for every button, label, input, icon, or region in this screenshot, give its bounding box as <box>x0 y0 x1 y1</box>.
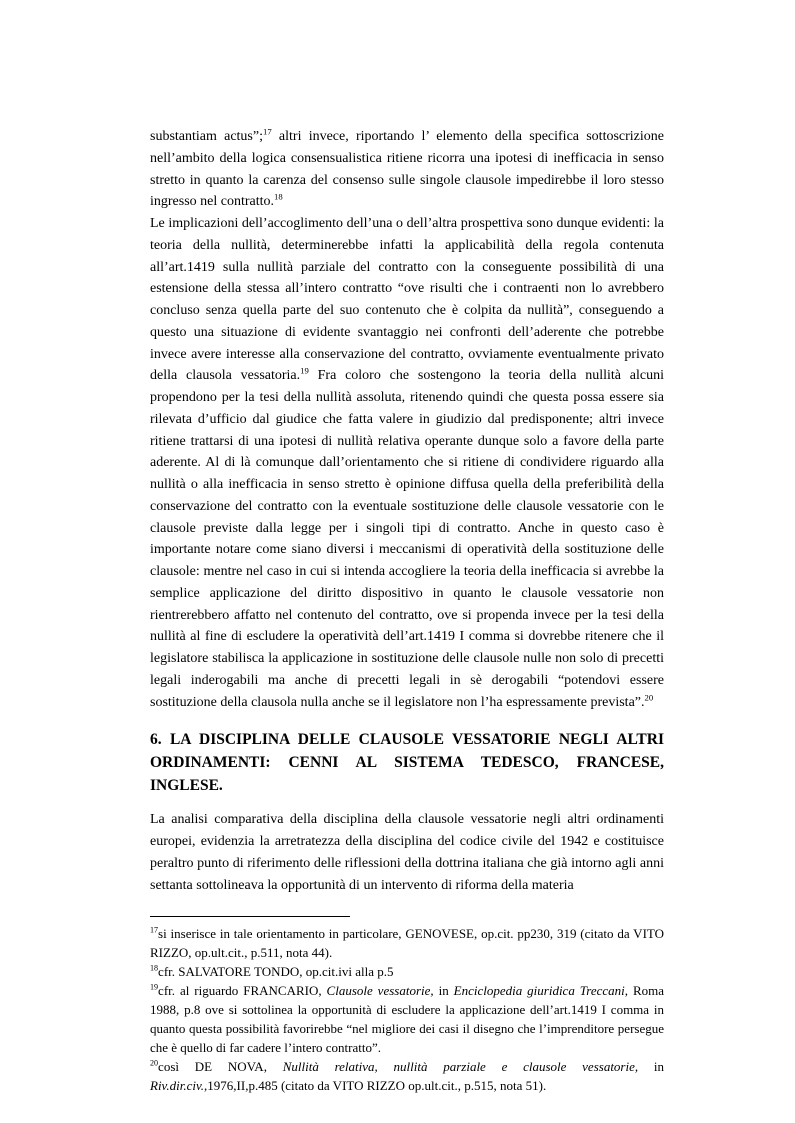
footnote-ref: 17 <box>263 126 272 137</box>
section-heading-line-2: ORDINAMENTI: CENNI AL SISTEMA TEDESCO, FRANCESE, <box>150 754 664 772</box>
footnote-17 <box>150 924 664 962</box>
footnote-ref: 20 <box>150 1058 159 1068</box>
text-run: ,1976,II,p.485 (citato da VITO RIZZO op.ult.cit., p.515, nota 51). <box>204 1078 547 1094</box>
footnote-ref: 19 <box>300 365 309 376</box>
footnote-20 <box>150 1057 664 1095</box>
text-run-italic: Riv.dir.civ. <box>150 1078 205 1094</box>
paragraph-3 <box>150 809 664 896</box>
section-heading <box>150 728 664 797</box>
body-text <box>150 126 664 896</box>
text-run: Fra coloro che sostengono la teoria della nullità alcuni propendono per la tesi della nullità assoluta, ritenendo quindi che questa possa essere sia rilevata d’ufficio dal giudice che fatta valere in giudizio dal predisponente; altri invece ritiene trattarsi di una ipotesi di nullità relativa operante dunque solo a favore della parte aderente. Al di là comunque dall’orientamento che si ritiene di condividere riguardo alla nullità o alla inefficacia in senso stretto è opinione diffusa quella della preferibilità della conservazione del contratto con la eventuale sostituzione delle clausole vessatorie con le clausole previste dalla legge per i singoli tipi di contratto. Anche in questo caso è importante notare come siano diversi i meccanismi di operatività della sostituzione delle clausole: mentre nel caso in cui si intenda accogliere la teoria della inefficacia si avrebbe la semplice applicazione del diritto dispositivo in quanto le clausole vessatorie non rientrerebbero affatto nel contenuto del contratto, ove si propenda invece per la tesi della nullità al fine di escludere la operatività dell’art.1419 I comma si dovrebbe ritenere che il legislatore stabilisca la applicazione in sostituzione delle clausole nulle non solo di precetti legali inderogabili ma anche di precetti legali in sè derogabili “potendovi essere sostituzione della clausola nulla anche se il legislatore non l’ha espressamente prevista”. <box>150 368 665 710</box>
text-run: substantiam actus”; <box>150 129 263 144</box>
text-run: La analisi comparativa della disciplina della clausole vessatorie negli altri ordinamenti europei, evidenzia la arretratezza della disciplina del codice civile del 1942 e costituisce peraltro punto di riferimento delle riflessioni della dottrina italiana che già intorno agli anni settanta sottolineava la opportunità di un intervento di riforma della materia <box>150 812 664 893</box>
footnote-ref: 18 <box>274 191 283 202</box>
text-run: in <box>433 983 454 999</box>
footnotes-section <box>150 916 664 1095</box>
footnote-ref: 20 <box>644 691 654 702</box>
text-run: si inserisce in tale orientamento in particolare, GENOVESE, op.cit. pp230, 319 (citato da VITO RIZZO, op.ult.cit., p.511, nota 44). <box>150 926 664 961</box>
text-run: in <box>638 1059 665 1075</box>
section-heading-line-1: 6. LA DISCIPLINA DELLE CLAUSOLE VESSATORIE NEGLI ALTRI <box>150 731 664 749</box>
footnote-18 <box>150 962 664 981</box>
footnote-ref: 17 <box>150 925 159 935</box>
text-run: altri invece, riportando l’ elemento della specifica sottoscrizione nell’ambito della logica consensualistica ritiene ricorra una ipotesi di inefficacia in senso stretto in quanto la carenza del consenso sulle singole clausole impedirebbe il loro stesso ingresso nel contratto. <box>150 129 664 210</box>
footnote-separator <box>150 916 350 917</box>
paragraph-1 <box>150 126 664 213</box>
text-run: così DE NOVA, <box>158 1059 283 1075</box>
text-run-italic: Nullità relativa, nullità parziale e clausole vessatorie, <box>282 1059 639 1075</box>
text-run-italic: Clausole vessatorie, <box>326 983 434 999</box>
text-run: Roma 1988, p.8 ove si sottolinea la opportunità di escludere la applicazione dell’art.1419 I comma in quanto questa possibilità favorirebbe “nel migliore dei casi il disegno che l’imprenditore persegue che è quello di far cadere l’intero contratto”. <box>150 983 664 1056</box>
footnote-ref: 18 <box>150 963 159 973</box>
text-run: Le implicazioni dell’accoglimento dell’una o dell’altra prospettiva sono dunque evidenti: la teoria della nullità, determinerebbe infatti la applicabilità della regola contenuta all’art.1419 sulla nullità parziale del contratto con la conseguente possibilità di una estensione della stessa all’intero contratto “ove risulti che i contraenti non lo avrebbero concluso senza quella parte del suo contenuto che è colpita da nullità”, conseguendo a questo una situazione di evidente svantaggio nei confronti dell’aderente che potrebbe invece avere interesse alla conservazione del contratto, ovviamente eventualmente privato della clausola vessatoria. <box>150 216 664 384</box>
text-run: cfr. SALVATORE TONDO, op.cit.ivi alla p.5 <box>158 964 394 980</box>
section-heading-line-3: INGLESE. <box>150 777 223 795</box>
footnote-ref: 19 <box>150 982 159 992</box>
paragraph-2 <box>150 213 664 713</box>
text-run: cfr. al riguardo FRANCARIO, <box>158 983 327 999</box>
footnote-19 <box>150 981 664 1057</box>
text-run-italic: Enciclopedia giuridica Treccani, <box>453 983 629 999</box>
